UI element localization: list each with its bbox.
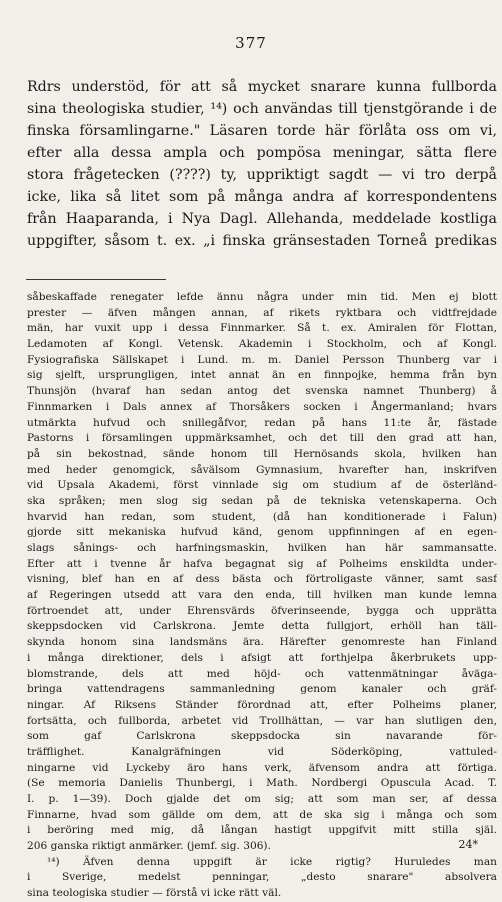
- footnote-line: ningarne vid Lyckeby äro hans verk, äfvensom andra att förtiga.: [27, 761, 497, 774]
- page-number: 377: [235, 34, 267, 52]
- main-text-line: icke, lika så litet som på många andra af korrespondentens: [27, 189, 497, 205]
- main-text: [27, 76, 497, 252]
- footnote-line: träfflighet. Kanalgräfningen vid Söderköping, vattuled-: [27, 745, 497, 758]
- main-text-line: finska församlingarne." Läsaren torde här förlåta oss om vi,: [27, 123, 497, 139]
- main-text-line: sina theologiska studier, ¹⁴) och användas till tjenstgörande i de: [27, 101, 497, 117]
- footnote-line: vid Upsala Akademi, först vinnlade sig om studium af de österländ-: [27, 479, 497, 492]
- footnote-text: [27, 290, 497, 902]
- footnote-line: slags sånings- och harfningsmaskin, hvilken han här sammansatte.: [27, 542, 497, 554]
- footnote-line: gjorde sitt mekaniska hufvud känd, genom uppfinningen af en egen-: [27, 526, 497, 539]
- footnote-line: Thunsjön (hvaraf han sedan antog det svenska namnet Thunberg) å: [27, 385, 497, 398]
- main-text-line: Rdrs understöd, för att så mycket snarare kunna fullborda: [27, 79, 497, 95]
- footnote-line: Pastorns i församlingen uppmärksamhet, och det till den grad att han,: [27, 432, 497, 445]
- footnote-line: hvarvid han redan, som student, (då han konditionerade i Falun): [27, 510, 497, 523]
- footnote-line: visning, blef han en af dess bästa och förtroligaste vänner, samt sasf: [27, 573, 497, 586]
- footnote-line: Efter att i tvenne år hafva begagnat sig af Polheims enskildta under-: [27, 557, 497, 570]
- signature-mark: 24*: [458, 838, 478, 851]
- footnote-line: Fysiografiska Sällskapet i Lund. m. m. Daniel Persson Thunberg var i: [27, 353, 497, 366]
- footnote-line: bringa vattendragens sammanledning genom kanaler och gräf-: [27, 683, 497, 696]
- footnote-line: förtroendet att, under Ehrensvärds öfverinseende, bygga och upprätta: [27, 604, 497, 617]
- footnote-line: i Sverige, medelst penningar, „desto snarare" absolvera: [27, 871, 497, 884]
- footnote-line: sina teologiska studier — förstå vi icke rätt väl.: [27, 887, 282, 900]
- footnote-line: prester — äfven mången annan, af rikets ryktbara och vidtfrejdade: [27, 306, 497, 319]
- footnote-line: som gaf Carlskrona skeppsdocka sin navarande för-: [27, 730, 497, 743]
- main-text-line: efter alla dessa ampla och pompösa meningar, sätta flere: [27, 145, 497, 161]
- footnote-line: Ledamoten af Kongl. Vetensk. Akademin i Stockholm, och af Kongl.: [27, 338, 497, 351]
- footnote-line: såbeskaffade renegater lefde ännu några under min tid. Men ej blott: [27, 291, 497, 303]
- footnote-line: skynda honom sina landsmäns ära. Härefter genomreste han Finland: [27, 636, 497, 649]
- footnote-line: utmärkta hufvud och snillegåfvor, redan på hans 11:te år, fästade: [27, 416, 497, 429]
- footnote-line: män, har vuxit upp i dessa Finnmarker. Så t. ex. Amiralen för Flottan,: [27, 322, 497, 335]
- footnote-line: fortsätta, och fullborda, arbetet vid Trollhättan, — var han slutligen den,: [27, 714, 497, 727]
- footnote-line: ¹⁴) Äfven denna uppgift är icke rigtig? Huruledes man: [47, 855, 497, 868]
- footnote-line: I. p. 1—39). Doch gjalde det om sig; att som man ser, af dessa: [27, 793, 497, 805]
- footnote-line: skeppsdocken vid Carlskrona. Jemte detta fullgjort, erhöll han täll-: [27, 620, 497, 633]
- footnote-line: ningar. Af Riksens Ständer förordnad att, efter Polheims planer,: [27, 698, 497, 711]
- footnote-line: 206 ganska riktigt anmärker. (jemf. sig. 306).: [27, 840, 271, 853]
- main-text-line: uppgifter, såsom t. ex. „i finska gränsestaden Torneå predikas: [27, 233, 497, 249]
- footnote-line: i beröring med mig, då långan hastigt uppgifvit mitt stilla själ.: [27, 824, 497, 837]
- footnote-line: (Se memoria Danielis Thunbergi, i Math. Nordbergi Opuscula Acad. T.: [27, 777, 497, 790]
- footnote-line: sig sjelft, ursprungligen, intet annat än en finnpojke, hemma från byn: [27, 369, 497, 382]
- footnote-line: i många direktioner, dels i afsigt att forthjelpa åkerbrukets upp-: [27, 651, 497, 664]
- main-text-line: från Haaparanda, i Nya Dagl. Allehanda, meddelade kostliga: [27, 211, 497, 227]
- footnote-line: Finnarne, hvad som gällde om dem, att de ska sig i många och som: [27, 808, 497, 821]
- footnote-line: ska språken; men slog sig sedan på de tekniska vetenskaperna. Och: [27, 494, 497, 507]
- footnote-divider: [26, 279, 166, 280]
- footnote-line: Finnmarken i Dals annex af Thorsåkers socken i Ångermanland; hvars: [27, 400, 497, 413]
- footnote-line: på sin bekostnad, sände honom till Hernösands skola, hvilken han: [27, 447, 497, 460]
- footnote-line: blomstrande, dels att med höjd- och vattenmätningar åväga-: [27, 667, 497, 680]
- footnote-line: med heder genomgick, såvälsom Gymnasium, hvarefter han, inskrifven: [27, 463, 497, 476]
- main-text-line: stora frågetecken (????) ty, uppriktigt sagdt — vi tro derpå: [27, 167, 497, 183]
- footnote-line: af Regeringen utsedd att vara den enda, till hvilken man kunde lemna: [27, 589, 497, 602]
